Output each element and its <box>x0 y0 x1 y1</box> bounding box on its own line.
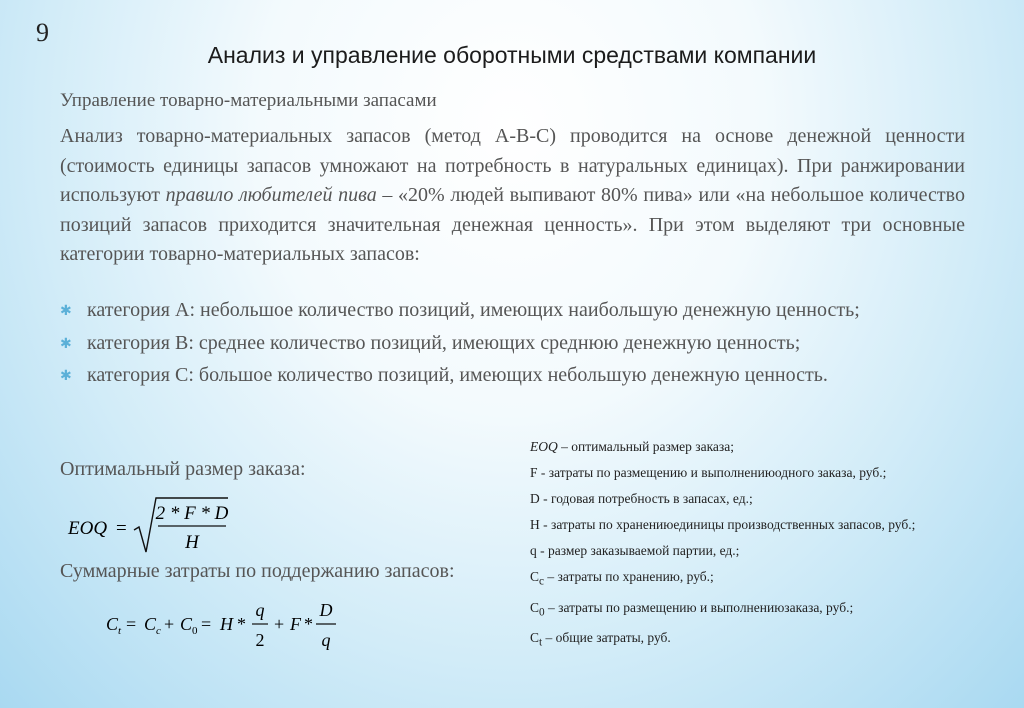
eoq-denominator: H <box>185 532 199 553</box>
category-list <box>60 296 965 394</box>
intro-text-1: Анализ товарно-материальных запасов (метод A-B-C) проводится на основе денежной ценности (стоимость единицы запасов умножают на потребность в натуральных единицах). При ранжировании используют <box>60 125 965 206</box>
eoq-lhs: EOQ <box>68 518 108 539</box>
ft-star1: * <box>237 614 246 634</box>
ft-f: F <box>290 614 301 634</box>
legend-ct-desc: – общие затраты, руб. <box>542 630 671 646</box>
category-b-text: категория B: среднее количество позиций, имеющих среднюю денежную ценность; <box>87 331 801 354</box>
ft-cc: C <box>144 614 157 634</box>
legend-c0-symbol: C <box>530 599 540 615</box>
slide-number: 9 <box>36 18 49 47</box>
ft-d-num: D <box>319 600 333 620</box>
eoq-formula <box>66 494 241 558</box>
legend-ct-sub: t <box>539 637 543 650</box>
legend-cc-desc: – затраты по хранению, руб.; <box>544 569 714 584</box>
ft-eq1: = <box>126 614 137 634</box>
category-a-item <box>60 296 965 326</box>
ft-c0: C <box>180 614 193 634</box>
eoq-heading: Оптимальный размер заказа: <box>60 458 306 480</box>
legend-ct <box>530 625 1010 656</box>
legend-f: F - затраты по размещению и выполнениюодного заказа, руб.; <box>530 465 887 480</box>
bullet-star-icon: ✱ <box>60 336 72 352</box>
ft-star2: * <box>304 614 313 634</box>
category-b-item <box>60 329 965 359</box>
legend-eoq-term: EOQ <box>530 439 558 454</box>
ft-eq2: = <box>201 614 212 634</box>
legend-cc-sub: c <box>539 575 545 588</box>
total-cost-heading: Суммарные затраты по поддержанию запасов: <box>60 560 455 582</box>
intro-text-2: – «20% людей выпивают 80% пива» или «на небольшое количество позиций запасов приходится значительная денежная ценность». При этом выделяют три основные категории товарно-материальных запасов: <box>60 184 965 265</box>
ft-two: 2 <box>255 630 265 650</box>
legend-cc-symbol: C <box>530 569 540 584</box>
legend-d: D - годовая потребность в запасах, ед.; <box>530 491 753 506</box>
ft-plus1: + <box>164 614 175 634</box>
legend-c0 <box>530 595 1010 626</box>
bullet-star-icon: ✱ <box>60 369 72 384</box>
intro-paragraph <box>60 122 965 270</box>
category-c-item <box>60 361 965 391</box>
ft-q-den: q <box>321 630 331 650</box>
legend-c0-desc: – затраты по размещению и выполнениюзаказа, руб.; <box>544 599 854 615</box>
ft-c0-sub: 0 <box>192 625 198 637</box>
legend-eoq-desc: – оптимальный размер заказа; <box>557 439 734 454</box>
ft-q-num: q <box>255 600 265 620</box>
section-subtitle: Управление товарно-материальными запасами <box>60 90 437 111</box>
category-a-text: категория A: небольшое количество позиций, имеющих наибольшую денежную ценность; <box>87 299 860 321</box>
ft-plus2: + <box>274 614 285 634</box>
legend-ct-symbol: C <box>530 630 540 646</box>
eoq-numerator: 2 * F * D <box>155 503 229 524</box>
intro-italic-rule: правило любителей пива <box>165 184 377 206</box>
legend-q: q - размер заказываемой партии, ед.; <box>530 543 740 558</box>
variables-legend <box>530 434 1010 656</box>
slide-title: Анализ и управление оборотными средствами компании <box>207 42 817 68</box>
legend-c0-sub: 0 <box>539 606 545 619</box>
legend-cc <box>530 564 1010 595</box>
total-cost-formula <box>104 598 349 658</box>
ft-ct-sub: t <box>118 625 122 637</box>
ft-ct: C <box>106 614 119 634</box>
legend-eoq <box>530 434 1010 460</box>
eoq-equals: = <box>116 518 127 539</box>
bullet-star-icon: ✱ <box>60 304 72 319</box>
ft-h: H <box>220 614 233 634</box>
category-c-text: категория C: большое количество позиций, имеющих небольшую денежную ценность. <box>87 364 828 386</box>
legend-h: H - затраты по хранениюединицы производственных запасов, руб.; <box>530 517 916 532</box>
ft-cc-sub: c <box>156 625 161 637</box>
